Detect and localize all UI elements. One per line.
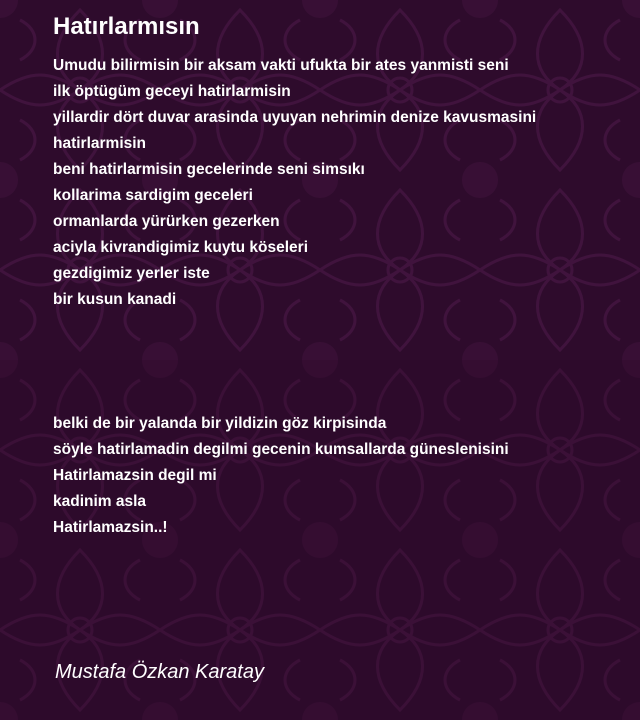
stanza-1 <box>53 53 536 313</box>
poem-line: bir kusun kanadi <box>53 291 177 308</box>
poem-author: Mustafa Özkan Karatay <box>55 661 264 683</box>
poem-line: söyle hatirlamadin degilmi gecenin kumsallarda güneslenisini <box>53 441 509 458</box>
poem-line: gezdigimiz yerler iste <box>53 265 210 282</box>
poem-line: hatirlarmisin <box>53 135 147 152</box>
stanza-2 <box>53 411 509 541</box>
poem-line: kadinim asla <box>53 493 147 510</box>
poem-title: Hatırlarmısın <box>53 13 200 40</box>
poem-line: belki de bir yalanda bir yildizin göz kirpisinda <box>53 415 387 432</box>
poem-line: Umudu bilirmisin bir aksam vakti ufukta bir ates yanmisti seni <box>53 57 509 74</box>
poem-line: aciyla kivrandigimiz kuytu köseleri <box>53 239 309 256</box>
poem-line: kollarima sardigim geceleri <box>53 187 253 204</box>
poem-line: ilk öptügüm geceyi hatirlarmisin <box>53 83 291 100</box>
poem-line: Hatirlamazsin degil mi <box>53 467 217 484</box>
poem-line: Hatirlamazsin..! <box>53 519 168 536</box>
poem-line: beni hatirlarmisin gecelerinde seni simsıkı <box>53 161 365 178</box>
poem-line: ormanlarda yürürken gezerken <box>53 213 280 230</box>
poem-line: yillardir dört duvar arasinda uyuyan nehrimin denize kavusmasini <box>53 109 537 126</box>
